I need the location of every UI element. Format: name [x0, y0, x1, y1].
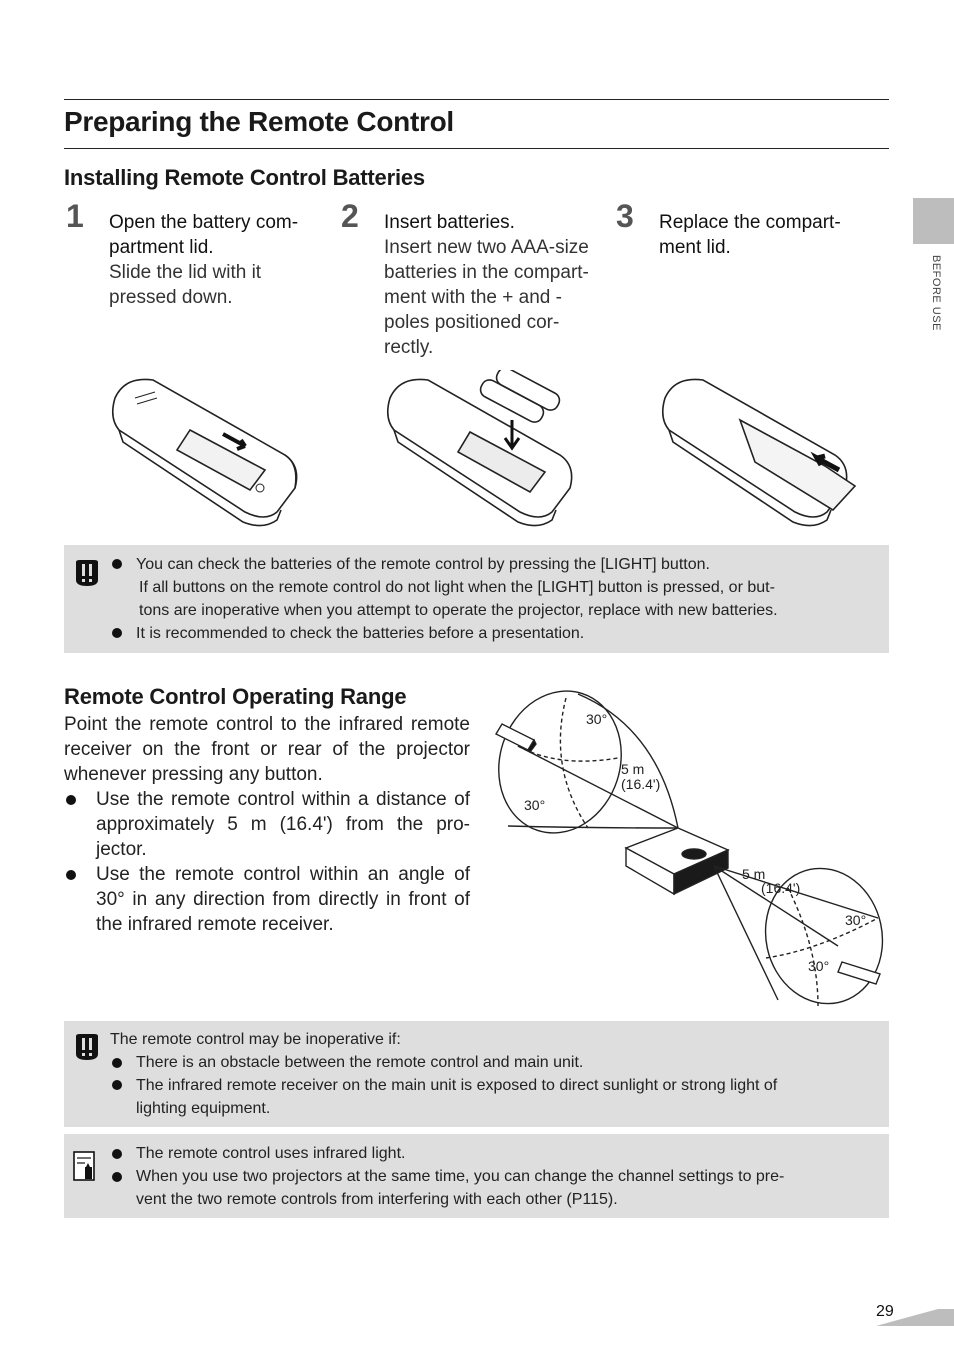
- step-1-number: 1: [66, 198, 84, 234]
- caution-item: There is an obstacle between the remote control and main unit.: [136, 1054, 584, 1071]
- title-top-rule: [64, 99, 889, 100]
- battery-caution-box: [64, 545, 889, 653]
- memo-box: [64, 1134, 889, 1218]
- step-1-title: Open the battery com- partment lid.: [109, 212, 299, 258]
- caution-icon: [73, 558, 101, 588]
- caution-item: The infrared remote receiver on the main unit is exposed to direct sunlight or strong light of lighting equipment.: [136, 1077, 778, 1117]
- step-1-body: Slide the lid with it pressed down.: [109, 262, 262, 308]
- range-bullet-text: Use the remote control within a distance of approximately 5 m (16.4') from the pro-jector.: [96, 789, 470, 860]
- caution-intro: The remote control may be inoperative if:: [110, 1031, 401, 1048]
- memo-item: The remote control uses infrared light.: [136, 1145, 406, 1162]
- bullet: [66, 870, 76, 880]
- range-heading: Remote Control Operating Range: [64, 684, 407, 709]
- page-number-tab: [876, 1306, 954, 1328]
- step-2-title: Insert batteries.: [384, 212, 515, 233]
- bullet: [112, 1080, 122, 1090]
- range-bullet-text: Use the remote control within an angle of 30° in any direction from directly in front of the infrared remote receiver.: [96, 864, 470, 935]
- bullet: [112, 559, 122, 569]
- memo-item: When you use two projectors at the same time, you can change the channel settings to pre- vent the two remote controls from interfering with each other (P115).: [136, 1168, 785, 1208]
- range-bullet-2: [64, 862, 470, 937]
- distance-front-m-label: 5 m: [621, 761, 645, 777]
- bullet: [112, 1172, 122, 1182]
- operating-range-diagram: [488, 688, 888, 1013]
- caution-icon: [73, 1032, 101, 1062]
- bullet: [112, 1058, 122, 1068]
- angle-left-label: 30°: [524, 797, 546, 813]
- angle-bottom-label: 30°: [808, 958, 830, 974]
- step-2: [384, 210, 614, 360]
- memo-icon: [73, 1151, 95, 1181]
- section-tab-label: BEFORE USE: [930, 255, 942, 331]
- title-bottom-rule: [64, 148, 889, 149]
- step-2-number: 2: [341, 198, 359, 234]
- step-3-number: 3: [616, 198, 634, 234]
- step-2-body: Insert new two AAA-size batteries in the compart- ment with the + and - poles positioned cor- rectly.: [384, 237, 589, 358]
- inoperative-caution-box: [64, 1021, 889, 1127]
- distance-rear-ft-label: (16.4'): [761, 880, 801, 896]
- batteries-heading: Installing Remote Control Batteries: [64, 165, 425, 190]
- remote-insert-batteries-illustration: [380, 370, 580, 530]
- bullet: [112, 1149, 122, 1159]
- remote-replace-lid-illustration: [655, 370, 875, 530]
- range-text: [64, 712, 470, 937]
- range-bullet-1: [64, 787, 470, 862]
- angle-right-label: 30°: [845, 912, 867, 928]
- step-3: [659, 210, 869, 260]
- distance-rear-m-label: 5 m: [742, 866, 766, 882]
- angle-top-label: 30°: [586, 711, 608, 727]
- bullet: [66, 795, 76, 805]
- caution-item: It is recommended to check the batteries before a presentation.: [136, 625, 585, 642]
- distance-front-ft-label: (16.4'): [621, 776, 661, 792]
- range-intro: Point the remote control to the infrared remote receiver on the front or rear of the projector whenever pressing any button.: [64, 714, 470, 785]
- step-1: [109, 210, 319, 310]
- caution-continuation: If all buttons on the remote control do not light when the [LIGHT] button is pressed, or but- tons are inoperative when you attempt to operate the projector, replace with new batteries.: [139, 579, 778, 619]
- step-3-title: Replace the compart- ment lid.: [659, 212, 841, 258]
- caution-item: You can check the batteries of the remote control by pressing the [LIGHT] button.: [136, 556, 710, 573]
- page-number: 29: [876, 1303, 894, 1320]
- remote-open-lid-illustration: [105, 370, 305, 530]
- page-title: Preparing the Remote Control: [64, 106, 454, 137]
- section-tab-marker: [913, 198, 954, 244]
- bullet: [112, 628, 122, 638]
